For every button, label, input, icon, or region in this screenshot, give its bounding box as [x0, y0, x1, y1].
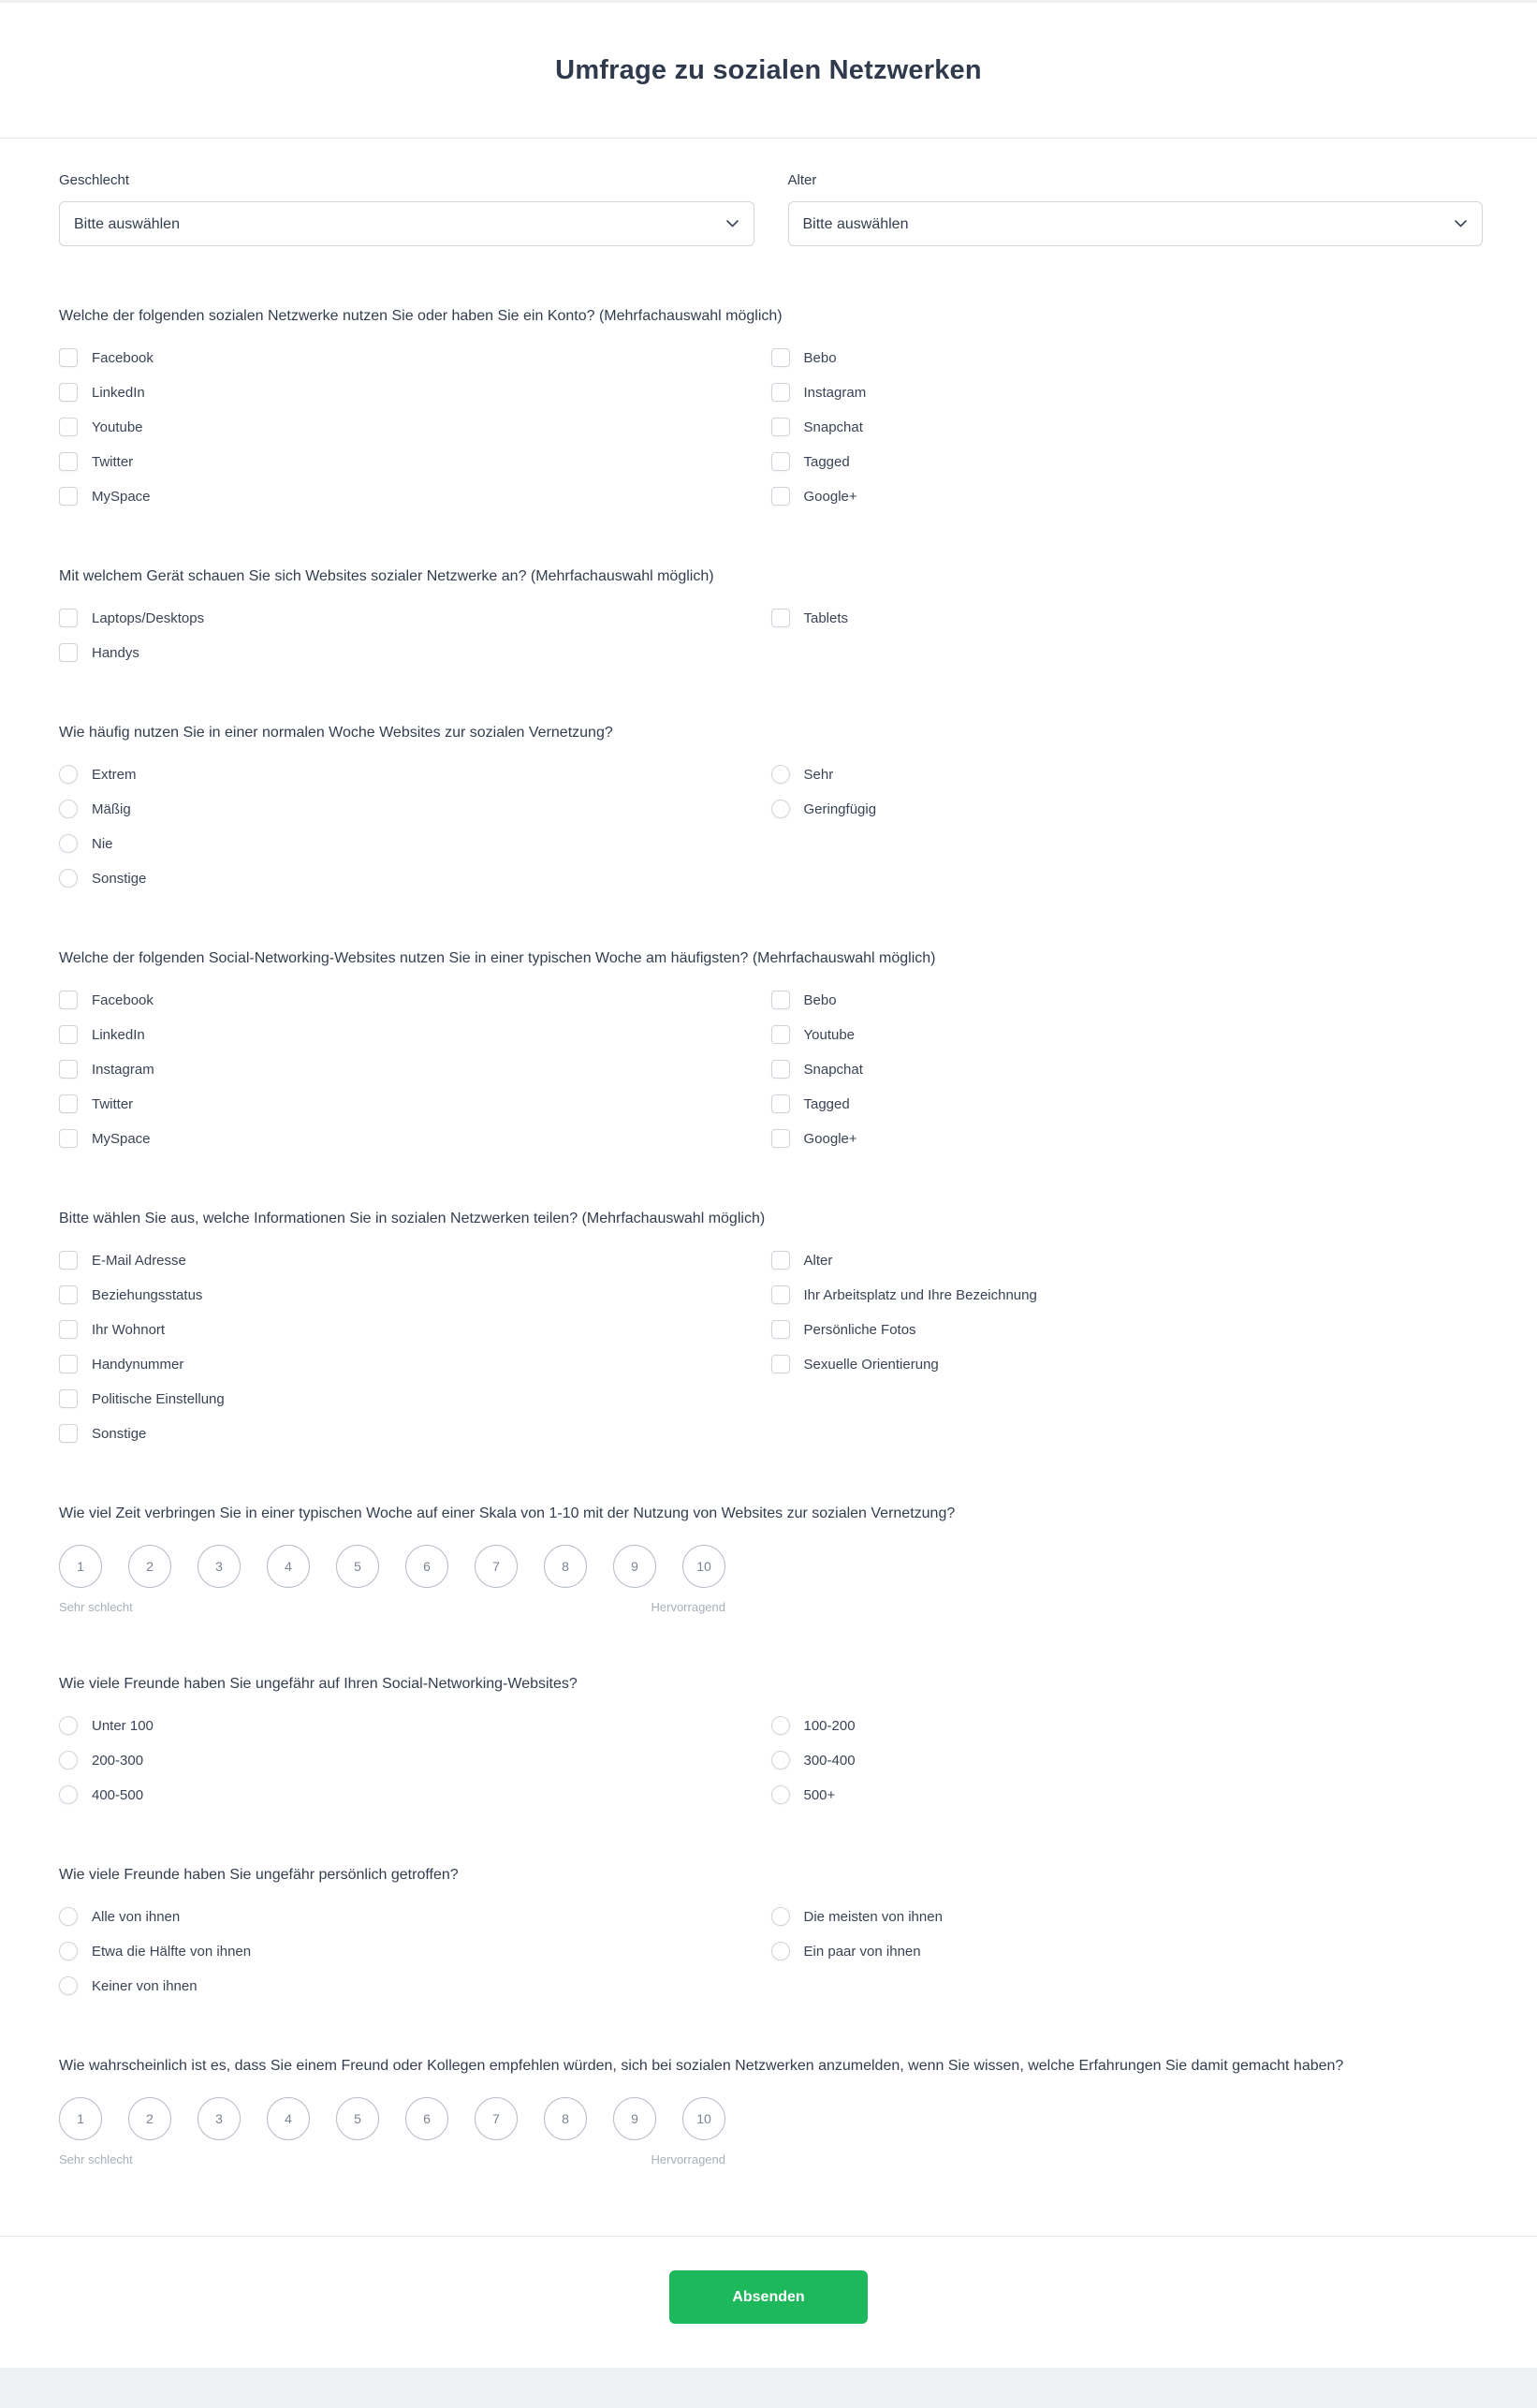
checkbox-option-linkedin[interactable]: LinkedIn	[59, 1024, 771, 1045]
checkbox-option-facebook[interactable]: Facebook	[59, 990, 771, 1010]
radio-option-sonstige[interactable]: Sonstige	[59, 868, 771, 888]
checkbox-icon[interactable]	[771, 418, 790, 436]
checkbox-option-linkedin[interactable]: LinkedIn	[59, 382, 771, 403]
recommend-scale-point-10[interactable]: 10	[682, 2097, 725, 2140]
time-scale-point-1[interactable]: 1	[59, 1545, 102, 1588]
checkbox-icon[interactable]	[59, 348, 78, 367]
survey-card	[0, 3, 1537, 2368]
checkbox-option-sexuelle-orientierung[interactable]: Sexuelle Orientierung	[771, 1354, 1484, 1374]
checkbox-option-laptops-desktops[interactable]: Laptops/Desktops	[59, 608, 771, 628]
question-friends-met	[59, 1863, 1483, 1996]
checkbox-icon[interactable]	[771, 1129, 790, 1148]
checkbox-option-twitter[interactable]: Twitter	[59, 451, 771, 472]
checkbox-option-sonstige[interactable]: Sonstige	[59, 1423, 771, 1444]
checkbox-icon[interactable]	[59, 1025, 78, 1044]
time-scale-point-6[interactable]: 6	[405, 1545, 448, 1588]
options-right-column	[771, 990, 1484, 1149]
checkbox-icon[interactable]	[771, 383, 790, 402]
checkbox-option-myspace[interactable]: MySpace	[59, 1128, 771, 1149]
rating-scale	[59, 2097, 725, 2140]
checkbox-option-instagram[interactable]: Instagram	[771, 382, 1484, 403]
checkbox-icon[interactable]	[771, 1251, 790, 1270]
question-text: Wie häufig nutzen Sie in einer normalen Woche Websites zur sozialen Vernetzung?	[59, 725, 613, 741]
options-left-column	[59, 1715, 771, 1805]
radio-option-extrem[interactable]: Extrem	[59, 764, 771, 785]
radio-option-die-meisten[interactable]: Die meisten von ihnen	[771, 1906, 1484, 1927]
checkbox-icon[interactable]	[59, 487, 78, 506]
page-title: Umfrage zu sozialen Netzwerken	[555, 54, 982, 85]
options	[59, 764, 1483, 888]
checkbox-icon[interactable]	[771, 452, 790, 471]
survey-body	[0, 139, 1537, 2236]
checkbox-icon[interactable]	[771, 1285, 790, 1304]
question-recommend-scale	[59, 2054, 1483, 2166]
time-scale-point-3[interactable]: 3	[198, 1545, 241, 1588]
checkbox-icon[interactable]	[59, 1389, 78, 1408]
checkbox-icon[interactable]	[59, 1320, 78, 1339]
checkbox-option-handys[interactable]: Handys	[59, 642, 771, 663]
scale-min-label: Sehr schlecht	[59, 1600, 133, 1614]
checkbox-option-snapchat[interactable]: Snapchat	[771, 417, 1484, 437]
radio-icon[interactable]	[59, 800, 78, 818]
question-shared-info	[59, 1207, 1483, 1444]
radio-option-nie[interactable]: Nie	[59, 833, 771, 854]
checkbox-icon[interactable]	[59, 383, 78, 402]
checkbox-icon[interactable]	[771, 348, 790, 367]
checkbox-option-googleplus[interactable]: Google+	[771, 486, 1484, 507]
recommend-scale-point-4[interactable]: 4	[267, 2097, 310, 2140]
radio-icon[interactable]	[59, 1716, 78, 1735]
checkbox-icon[interactable]	[59, 991, 78, 1009]
scale-max-label: Hervorragend	[651, 1600, 725, 1614]
gender-field	[59, 172, 754, 246]
radio-option-ein-paar[interactable]: Ein paar von ihnen	[771, 1941, 1484, 1961]
checkbox-option-tagged[interactable]: Tagged	[771, 451, 1484, 472]
question-text: Welche der folgenden sozialen Netzwerke nutzen Sie oder haben Sie ein Konto? (Mehrfachauswahl möglich)	[59, 308, 783, 324]
checkbox-option-arbeitsplatz[interactable]: Ihr Arbeitsplatz und Ihre Bezeichnung	[771, 1285, 1484, 1305]
time-scale-point-8[interactable]: 8	[544, 1545, 587, 1588]
checkbox-option-persoenliche-fotos[interactable]: Persönliche Fotos	[771, 1319, 1484, 1340]
checkbox-icon[interactable]	[771, 1320, 790, 1339]
radio-icon[interactable]	[59, 1785, 78, 1804]
question-time-scale	[59, 1502, 1483, 1614]
options-right-column	[771, 608, 1484, 663]
checkbox-icon[interactable]	[59, 1094, 78, 1113]
submit-button[interactable]: Absenden	[669, 2270, 868, 2324]
age-field	[788, 172, 1484, 246]
checkbox-option-email-adresse[interactable]: E-Mail Adresse	[59, 1250, 771, 1270]
question-accounts	[59, 304, 1483, 507]
checkbox-option-bebo[interactable]: Bebo	[771, 990, 1484, 1010]
time-scale-point-10[interactable]: 10	[682, 1545, 725, 1588]
checkbox-option-snapchat[interactable]: Snapchat	[771, 1059, 1484, 1079]
checkbox-icon[interactable]	[59, 1424, 78, 1443]
checkbox-option-wohnort[interactable]: Ihr Wohnort	[59, 1319, 771, 1340]
checkbox-option-instagram[interactable]: Instagram	[59, 1059, 771, 1079]
options	[59, 1715, 1483, 1805]
recommend-scale-point-7[interactable]: 7	[475, 2097, 518, 2140]
radio-option-400-500[interactable]: 400-500	[59, 1784, 771, 1805]
radio-icon[interactable]	[771, 765, 790, 784]
options-left-column	[59, 1250, 771, 1444]
rating-scale-labels	[59, 1600, 725, 1614]
radio-icon[interactable]	[771, 1785, 790, 1804]
time-scale-point-5[interactable]: 5	[336, 1545, 379, 1588]
checkbox-option-myspace[interactable]: MySpace	[59, 486, 771, 507]
gender-select[interactable]	[59, 201, 754, 246]
radio-icon[interactable]	[59, 834, 78, 853]
radio-icon[interactable]	[771, 1751, 790, 1769]
checkbox-icon[interactable]	[59, 1285, 78, 1304]
radio-option-100-200[interactable]: 100-200	[771, 1715, 1484, 1736]
checkbox-option-handynummer[interactable]: Handynummer	[59, 1354, 771, 1374]
options	[59, 347, 1483, 507]
question-frequency	[59, 721, 1483, 888]
checkbox-icon[interactable]	[59, 1355, 78, 1373]
checkbox-icon[interactable]	[771, 1094, 790, 1113]
radio-icon[interactable]	[59, 869, 78, 888]
checkbox-icon[interactable]	[771, 609, 790, 627]
recommend-scale-point-5[interactable]: 5	[336, 2097, 379, 2140]
recommend-scale-point-1[interactable]: 1	[59, 2097, 102, 2140]
checkbox-icon[interactable]	[59, 609, 78, 627]
checkbox-icon[interactable]	[59, 1060, 78, 1079]
options-right-column	[771, 1250, 1484, 1444]
survey-footer	[0, 2236, 1537, 2368]
checkbox-option-youtube[interactable]: Youtube	[59, 417, 771, 437]
radio-option-500-plus[interactable]: 500+	[771, 1784, 1484, 1805]
options-left-column	[59, 1906, 771, 1996]
radio-icon[interactable]	[771, 1942, 790, 1960]
checkbox-icon[interactable]	[771, 487, 790, 506]
radio-icon[interactable]	[771, 1716, 790, 1735]
question-text: Welche der folgenden Social-Networking-Websites nutzen Sie in einer typischen Woche am häufigsten? (Mehrfachauswahl möglich)	[59, 950, 936, 966]
options-right-column	[771, 1715, 1484, 1805]
checkbox-option-youtube[interactable]: Youtube	[771, 1024, 1484, 1045]
checkbox-icon[interactable]	[59, 1129, 78, 1148]
options	[59, 1906, 1483, 1996]
age-select-wrap	[788, 201, 1484, 246]
scale-min-label: Sehr schlecht	[59, 2152, 133, 2166]
question-text: Wie viel Zeit verbringen Sie in einer typischen Woche auf einer Skala von 1-10 mit der Nutzung von Websites zur sozialen Vernetzung?	[59, 1505, 956, 1521]
question-friends-count	[59, 1672, 1483, 1805]
radio-option-alle-von-ihnen[interactable]: Alle von ihnen	[59, 1906, 771, 1927]
options-left-column	[59, 764, 771, 888]
rating-scale	[59, 1545, 725, 1588]
recommend-scale-point-3[interactable]: 3	[198, 2097, 241, 2140]
recommend-scale-point-8[interactable]: 8	[544, 2097, 587, 2140]
gender-select-wrap	[59, 201, 754, 246]
checkbox-icon[interactable]	[771, 1060, 790, 1079]
radio-icon[interactable]	[59, 1942, 78, 1960]
radio-option-sehr[interactable]: Sehr	[771, 764, 1484, 785]
demographics-row	[59, 172, 1483, 246]
checkbox-icon[interactable]	[771, 991, 790, 1009]
radio-option-200-300[interactable]: 200-300	[59, 1750, 771, 1770]
recommend-scale-point-6[interactable]: 6	[405, 2097, 448, 2140]
time-scale-point-4[interactable]: 4	[267, 1545, 310, 1588]
radio-option-geringfuegig[interactable]: Geringfügig	[771, 799, 1484, 819]
checkbox-option-facebook[interactable]: Facebook	[59, 347, 771, 368]
time-scale-point-2[interactable]: 2	[128, 1545, 171, 1588]
options	[59, 608, 1483, 663]
radio-icon[interactable]	[59, 765, 78, 784]
question-text: Wie viele Freunde haben Sie ungefähr persönlich getroffen?	[59, 1867, 459, 1883]
time-scale-point-7[interactable]: 7	[475, 1545, 518, 1588]
question-devices	[59, 565, 1483, 663]
radio-icon[interactable]	[771, 800, 790, 818]
radio-option-maessig[interactable]: Mäßig	[59, 799, 771, 819]
options-right-column	[771, 1906, 1484, 1996]
radio-icon[interactable]	[771, 1907, 790, 1926]
scale-max-label: Hervorragend	[651, 2152, 725, 2166]
recommend-scale-point-2[interactable]: 2	[128, 2097, 171, 2140]
radio-option-300-400[interactable]: 300-400	[771, 1750, 1484, 1770]
radio-option-etwa-die-haelfte[interactable]: Etwa die Hälfte von ihnen	[59, 1941, 771, 1961]
options-left-column	[59, 608, 771, 663]
options	[59, 990, 1483, 1149]
question-text: Mit welchem Gerät schauen Sie sich Websites sozialer Netzwerke an? (Mehrfachauswahl möglich)	[59, 568, 714, 584]
age-select[interactable]	[788, 201, 1484, 246]
checkbox-option-twitter[interactable]: Twitter	[59, 1094, 771, 1114]
time-scale-point-9[interactable]: 9	[613, 1545, 656, 1588]
options-right-column	[771, 764, 1484, 888]
survey-header	[0, 3, 1537, 139]
checkbox-option-politische-einstellung[interactable]: Politische Einstellung	[59, 1388, 771, 1409]
options-left-column	[59, 347, 771, 507]
checkbox-option-bebo[interactable]: Bebo	[771, 347, 1484, 368]
recommend-scale-point-9[interactable]: 9	[613, 2097, 656, 2140]
options-right-column	[771, 347, 1484, 507]
question-text: Wie viele Freunde haben Sie ungefähr auf Ihren Social-Networking-Websites?	[59, 1676, 578, 1692]
gender-field-label: Geschlecht	[59, 172, 130, 188]
question-text: Bitte wählen Sie aus, welche Informationen Sie in sozialen Netzwerken teilen? (Mehrfachauswahl möglich)	[59, 1211, 766, 1226]
question-most-used	[59, 947, 1483, 1149]
checkbox-option-tagged[interactable]: Tagged	[771, 1094, 1484, 1114]
checkbox-icon[interactable]	[59, 643, 78, 662]
checkbox-option-beziehungsstatus[interactable]: Beziehungsstatus	[59, 1285, 771, 1305]
checkbox-icon[interactable]	[59, 452, 78, 471]
question-text: Wie wahrscheinlich ist es, dass Sie einem Freund oder Kollegen empfehlen würden, sich bei sozialen Netzwerken anzumelden, wenn Sie wissen, welche Erfahrungen Sie damit gemacht haben?	[59, 2058, 1344, 2074]
checkbox-option-alter[interactable]: Alter	[771, 1250, 1484, 1270]
checkbox-icon[interactable]	[59, 1251, 78, 1270]
radio-icon[interactable]	[59, 1976, 78, 1995]
checkbox-icon[interactable]	[771, 1355, 790, 1373]
checkbox-option-googleplus[interactable]: Google+	[771, 1128, 1484, 1149]
options-left-column	[59, 990, 771, 1149]
rating-scale-labels	[59, 2152, 725, 2166]
checkbox-icon[interactable]	[59, 418, 78, 436]
radio-icon[interactable]	[59, 1751, 78, 1769]
options	[59, 1250, 1483, 1444]
age-field-label: Alter	[787, 172, 817, 188]
radio-option-keiner-von-ihnen[interactable]: Keiner von ihnen	[59, 1975, 771, 1996]
checkbox-icon[interactable]	[771, 1025, 790, 1044]
radio-icon[interactable]	[59, 1907, 78, 1926]
checkbox-option-tablets[interactable]: Tablets	[771, 608, 1484, 628]
radio-option-unter-100[interactable]: Unter 100	[59, 1715, 771, 1736]
